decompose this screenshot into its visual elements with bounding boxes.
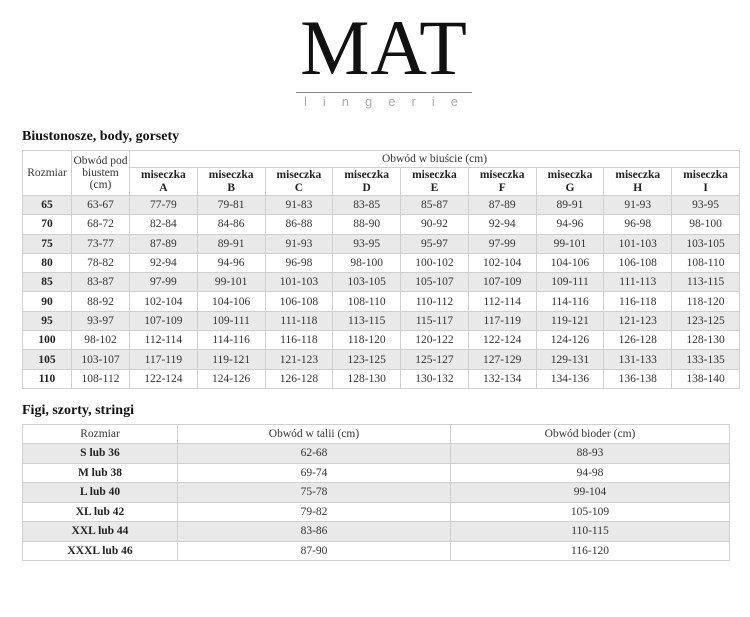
underbust-cell: 73-77 [72,234,130,253]
table-row [23,253,740,272]
bust-cell: 87-89 [130,234,198,253]
bust-cell: 128-130 [333,369,401,388]
cup-label: miseczka [412,168,457,181]
bust-cell: 113-115 [333,311,401,330]
header-cup-f [468,168,536,196]
size-cell: XXL lub 44 [23,522,178,542]
logo-subtitle: lingerie [304,94,474,109]
bras-section-title: Biustonosze, body, gorsety [22,129,180,144]
bust-cell: 128-130 [672,331,740,350]
underbust-cell: 108-112 [72,369,130,388]
bust-cell: 126-128 [604,331,672,350]
bust-cell: 89-91 [536,196,604,215]
bust-cell: 96-98 [265,253,333,272]
size-cell: XL lub 42 [23,502,178,522]
bust-cell: 114-116 [536,292,604,311]
bust-cell: 117-119 [130,350,198,369]
size-cell: XXXL lub 46 [23,541,178,561]
header-size: Rozmiar [23,425,178,444]
bust-cell: 112-114 [468,292,536,311]
waist-cell: 83-86 [178,522,451,542]
bust-cell: 103-105 [333,273,401,292]
briefs-size-table [22,424,730,561]
bust-cell: 91-83 [265,196,333,215]
bust-cell: 101-103 [265,273,333,292]
bust-cell: 122-124 [468,331,536,350]
underbust-cell: 83-87 [72,273,130,292]
bust-cell: 85-87 [401,196,469,215]
bust-cell: 119-121 [197,350,265,369]
header-cup-b [197,168,265,196]
table-row [23,444,730,464]
cup-letter: B [227,181,235,194]
cup-label: miseczka [276,168,322,181]
cup-letter: D [362,181,371,194]
bust-cell: 96-98 [604,215,672,234]
bust-cell: 105-107 [401,273,469,292]
bust-cell: 114-116 [197,331,265,350]
table-row [23,292,740,311]
bust-cell: 117-119 [468,311,536,330]
waist-cell: 87-90 [178,541,451,561]
bust-cell: 91-93 [265,234,333,253]
bust-cell: 132-134 [468,369,536,388]
bust-cell: 94-96 [536,215,604,234]
cup-label: miseczka [344,168,390,181]
header-cup-h [604,168,672,196]
underbust-cell: 93-97 [72,311,130,330]
table-row [23,234,740,253]
bust-cell: 99-101 [197,273,265,292]
size-cell: 65 [23,196,72,215]
bust-cell: 124-126 [197,369,265,388]
bust-cell: 118-120 [672,292,740,311]
bust-cell: 125-127 [401,350,469,369]
header-size: Rozmiar [23,151,72,196]
bust-cell: 90-92 [401,215,469,234]
bust-cell: 107-109 [130,311,198,330]
size-cell: 110 [23,369,72,388]
size-cell: 100 [23,331,72,350]
cup-letter: A [159,181,168,194]
waist-cell: 79-82 [178,502,451,522]
bust-cell: 130-132 [401,369,469,388]
bust-cell: 111-118 [265,311,333,330]
size-cell: L lub 40 [23,483,178,503]
bust-cell: 110-112 [401,292,469,311]
cup-label: miseczka [683,168,728,181]
table-row [23,463,730,483]
cup-label: miseczka [547,168,593,181]
waist-cell: 75-78 [178,483,451,503]
bust-cell: 118-120 [333,331,401,350]
table-row [23,541,730,561]
cup-label: miseczka [208,168,254,181]
bust-cell: 77-79 [130,196,198,215]
bust-cell: 79-81 [197,196,265,215]
underbust-cell: 63-67 [72,196,130,215]
size-cell: 95 [23,311,72,330]
size-cell: 85 [23,273,72,292]
bust-cell: 91-93 [604,196,672,215]
cup-letter: G [565,181,575,194]
bust-cell: 134-136 [536,369,604,388]
bust-cell: 84-86 [197,215,265,234]
bust-cell: 120-122 [401,331,469,350]
bust-cell: 122-124 [130,369,198,388]
bust-cell: 83-85 [333,196,401,215]
cup-label: miseczka [479,168,525,181]
cup-letter: H [633,181,643,194]
waist-cell: 69-74 [178,463,451,483]
table-row [23,196,740,215]
underbust-cell: 98-102 [72,331,130,350]
bust-cell: 129-131 [536,350,604,369]
underbust-cell: 103-107 [72,350,130,369]
size-cell: 80 [23,253,72,272]
brand-logo [294,4,474,109]
header-cup-i [672,168,740,196]
bust-cell: 106-108 [265,292,333,311]
bust-cell: 112-114 [130,331,198,350]
briefs-section-title: Figi, szorty, stringi [22,403,134,418]
bust-cell: 98-100 [672,215,740,234]
bust-cell: 121-123 [604,311,672,330]
bust-cell: 108-110 [333,292,401,311]
header-bust: Obwód w biuście (cm) [130,151,740,168]
bust-cell: 101-103 [604,234,672,253]
bust-cell: 92-94 [468,215,536,234]
size-cell: 75 [23,234,72,253]
bust-cell: 108-110 [672,253,740,272]
hips-cell: 110-115 [451,522,730,542]
size-cell: 105 [23,350,72,369]
underbust-cell: 68-72 [72,215,130,234]
bust-cell: 98-100 [333,253,401,272]
bust-cell: 109-111 [197,311,265,330]
bust-cell: 133-135 [672,350,740,369]
bust-cell: 93-95 [672,196,740,215]
bust-cell: 100-102 [401,253,469,272]
bust-cell: 123-125 [333,350,401,369]
table-row [23,273,740,292]
bust-cell: 138-140 [672,369,740,388]
header-underbust: Obwód pod biustem (cm) [72,151,130,196]
bust-cell: 89-91 [197,234,265,253]
bust-cell: 116-118 [265,331,333,350]
bust-cell: 97-99 [468,234,536,253]
bust-cell: 126-128 [265,369,333,388]
table-row [23,331,740,350]
bust-cell: 88-90 [333,215,401,234]
cup-label: miseczka [615,168,661,181]
header-cup-e [401,168,469,196]
logo-title: MAT [300,4,468,91]
bust-cell: 107-109 [468,273,536,292]
header-cup-d [333,168,401,196]
underbust-cell: 78-82 [72,253,130,272]
hips-cell: 94-98 [451,463,730,483]
bra-size-table [22,150,740,389]
bust-cell: 113-115 [672,273,740,292]
bust-cell: 123-125 [672,311,740,330]
table-row [23,350,740,369]
table-row [23,483,730,503]
cup-label: miseczka [141,168,186,181]
bust-cell: 86-88 [265,215,333,234]
bust-cell: 104-106 [197,292,265,311]
bust-cell: 127-129 [468,350,536,369]
bust-cell: 124-126 [536,331,604,350]
bust-cell: 119-121 [536,311,604,330]
header-waist: Obwód w talii (cm) [178,425,451,444]
bust-cell: 106-108 [604,253,672,272]
bust-cell: 95-97 [401,234,469,253]
bust-cell: 136-138 [604,369,672,388]
bust-cell: 93-95 [333,234,401,253]
logo-divider [296,92,472,93]
header-hips: Obwód bioder (cm) [451,425,730,444]
table-row [23,215,740,234]
header-cup-a [130,168,198,196]
cup-letter: I [703,181,708,194]
bust-cell: 82-84 [130,215,198,234]
size-cell: S lub 36 [23,444,178,464]
bust-cell: 92-94 [130,253,198,272]
cup-letter: F [498,181,506,194]
bust-cell: 111-113 [604,273,672,292]
bust-cell: 102-104 [468,253,536,272]
underbust-cell: 88-92 [72,292,130,311]
bust-cell: 94-96 [197,253,265,272]
bust-cell: 87-89 [468,196,536,215]
bust-cell: 115-117 [401,311,469,330]
size-cell: 90 [23,292,72,311]
waist-cell: 62-68 [178,444,451,464]
size-cell: 70 [23,215,72,234]
hips-cell: 116-120 [451,541,730,561]
table-row [23,522,730,542]
bust-cell: 121-123 [265,350,333,369]
bust-cell: 116-118 [604,292,672,311]
bust-cell: 97-99 [130,273,198,292]
hips-cell: 99-104 [451,483,730,503]
table-row [23,369,740,388]
bust-cell: 102-104 [130,292,198,311]
cup-letter: E [430,181,439,194]
hips-cell: 105-109 [451,502,730,522]
hips-cell: 88-93 [451,444,730,464]
bust-cell: 109-111 [536,273,604,292]
bust-cell: 104-106 [536,253,604,272]
cup-letter: C [294,181,304,194]
bust-cell: 103-105 [672,234,740,253]
bust-cell: 99-101 [536,234,604,253]
table-row [23,502,730,522]
bust-cell: 131-133 [604,350,672,369]
header-cup-g [536,168,604,196]
header-cup-c [265,168,333,196]
table-row [23,311,740,330]
size-cell: M lub 38 [23,463,178,483]
